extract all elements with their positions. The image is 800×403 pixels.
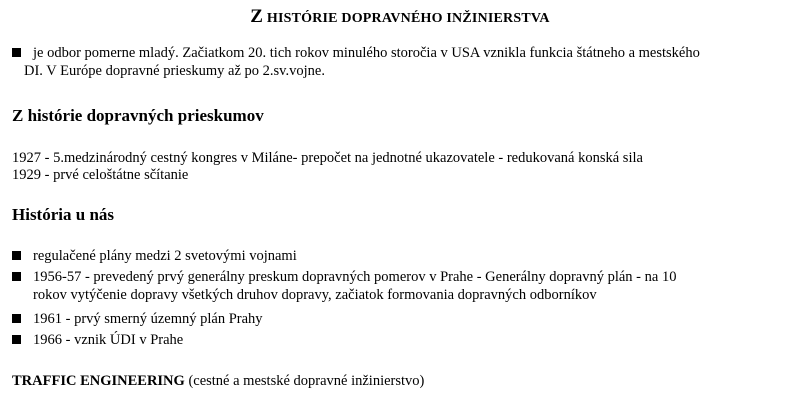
history-item-3 <box>12 310 792 328</box>
intro-item <box>12 44 792 80</box>
history-item-4 <box>12 331 792 349</box>
footer-term: TRAFFIC ENGINEERING <box>12 373 185 389</box>
history-item-4-text: 1966 - vznik ÚDI v Prahe <box>33 332 184 348</box>
history-item-1 <box>12 247 792 265</box>
footer-explanation: (cestné a mestské dopravné inžinierstvo) <box>184 373 425 389</box>
history-item-3-text: 1961 - prvý smerný územný plán Prahy <box>33 311 263 327</box>
title-rest: HISTÓRIE DOPRAVNÉHO INŽINIERSTVA <box>263 11 550 26</box>
bullet-icon <box>12 335 21 344</box>
history-item-1-text: regulačené plány medzi 2 svetovými vojnami <box>33 248 297 264</box>
history-item-2-line-2: rokov vytýčenie dopravy všetkých druhov dopravy, začiatok formovania dopravných odborníkov <box>33 287 597 303</box>
survey-item-1927: 1927 - 5.medzinárodný cestný kongres v Miláne- prepočet na jednotné ukazovatele - redukovaná konská sila <box>12 150 643 166</box>
history-item-2-line-1: 1956-57 - prevedený prvý generálny preskum dopravných pomerov v Prahe - Generálny dopravný plán - na 10 <box>33 269 677 285</box>
intro-line-2: DI. V Európe dopravné prieskumy až po 2.sv.vojne. <box>24 63 325 79</box>
bullet-icon <box>12 48 21 57</box>
section-heading-surveys: Z histórie dopravných prieskumov <box>12 106 264 125</box>
survey-item-1929: 1929 - prvé celoštátne sčítanie <box>12 167 189 183</box>
bullet-icon <box>12 272 21 281</box>
history-item-2 <box>12 268 792 304</box>
bullet-icon <box>12 251 21 260</box>
bullet-icon <box>12 314 21 323</box>
title-first-letter: Z <box>250 6 264 27</box>
intro-line-1: je odbor pomerne mladý. Začiatkom 20. tich rokov minulého storočia v USA vznikla funkcia štátneho a mestského <box>33 45 700 61</box>
footer-line <box>12 372 792 390</box>
page-title <box>0 6 800 28</box>
section-heading-history: História u nás <box>12 205 115 224</box>
